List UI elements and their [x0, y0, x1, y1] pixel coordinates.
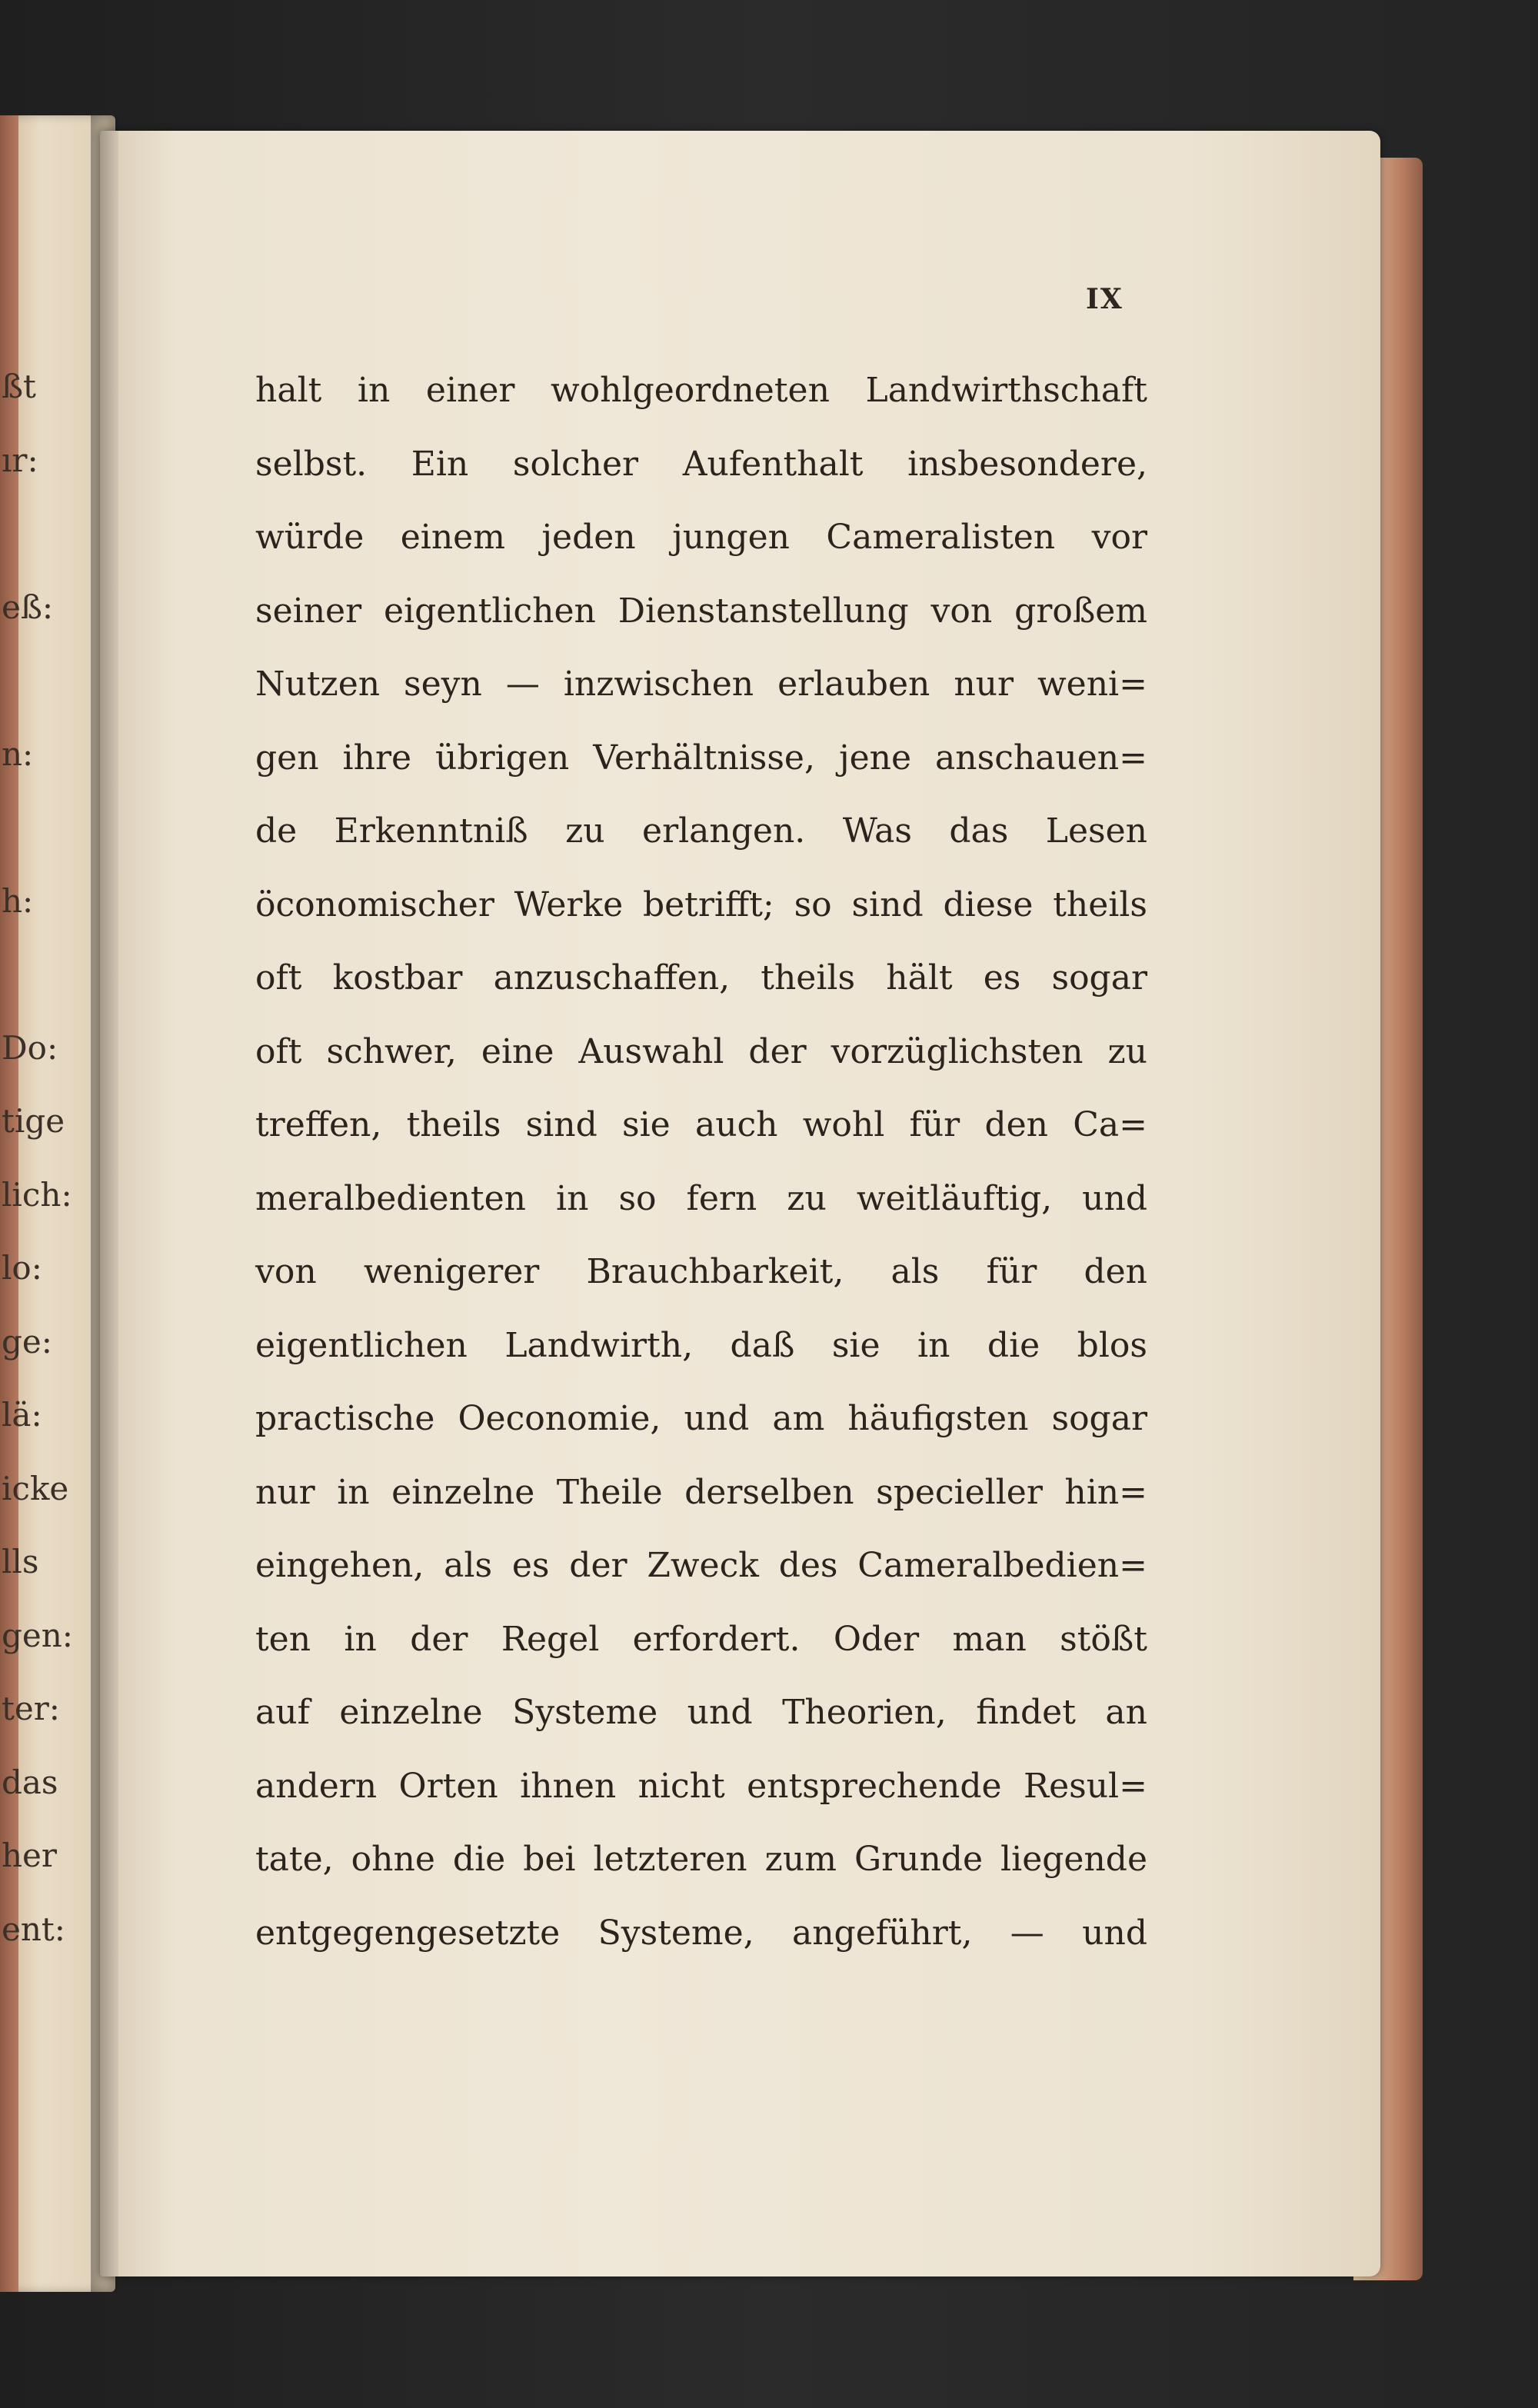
left-fragment [2, 497, 86, 571]
text-line: eigentlichen Landwirth, daß sie in die blos [255, 1325, 1147, 1365]
left-fragment [2, 644, 86, 718]
left-fragment: ent: [2, 1910, 65, 1948]
text-line: andern Orten ihnen nicht entsprechende Resul= [255, 1766, 1147, 1806]
left-fragment: lo: [2, 1249, 42, 1287]
left-fragment: n: [2, 734, 34, 773]
text-line: practische Oeconomie, und am häufigsten sogar [255, 1399, 1147, 1438]
page-body-text [255, 354, 1147, 1970]
left-fragment: ır: [2, 441, 38, 479]
left-fragment: h: [2, 881, 34, 920]
left-fragment: eß: [2, 588, 54, 626]
text-line: öconomischer Werke betrifft; so sind diese theils [255, 884, 1147, 924]
text-line: eingehen, als es der Zweck des Cameralbedien= [255, 1546, 1147, 1585]
left-fragment: ter: [2, 1690, 60, 1727]
left-fragment: lä: [2, 1396, 42, 1434]
left-fragment [2, 791, 86, 864]
text-line: tate, ohne die bei letzteren zum Grunde liegende [255, 1840, 1147, 1879]
left-fragment: das [2, 1763, 58, 1801]
text-line: nur in einzelne Theile derselben specieller hin= [255, 1472, 1147, 1512]
text-line: halt in einer wohlgeordneten Landwirthschaft [255, 371, 1147, 410]
left-fragment: ßt [2, 368, 36, 405]
left-fragment: icke [2, 1469, 69, 1507]
text-line: de Erkenntniß zu erlangen. Was das Lesen [255, 811, 1147, 851]
page-number: IX [1086, 283, 1124, 315]
text-line: Nutzen seyn — inzwischen erlauben nur weni= [255, 664, 1147, 704]
text-line: oft kostbar anzuschaffen, theils hält es sogar [255, 958, 1147, 998]
book-gutter-shadow [91, 115, 118, 2292]
text-line: treffen, theils sind sie auch wohl für den Ca= [255, 1105, 1147, 1144]
left-fragment: Do: [2, 1028, 58, 1067]
left-fragment: lich: [2, 1175, 72, 1214]
text-line: ten in der Regel erfordert. Oder man stößt [255, 1619, 1147, 1659]
left-fragment: gen: [2, 1616, 73, 1654]
left-fragment: her [2, 1837, 57, 1874]
left-fragment: ge: [2, 1322, 52, 1361]
left-fragment: tige [2, 1102, 65, 1140]
text-line: gen ihre übrigen Verhältnisse, jene anschauen= [255, 738, 1147, 778]
text-line: von wenigerer Brauchbarkeit, als für den [255, 1252, 1147, 1291]
text-line: entgegengesetzte Systeme, angeführt, — und [255, 1913, 1147, 1953]
text-line: meralbedienten in so fern zu weitläuftig, und [255, 1178, 1147, 1218]
left-fragment [2, 938, 86, 1011]
text-line: oft schwer, eine Auswahl der vorzüglichsten zu [255, 1031, 1147, 1071]
text-line: auf einzelne Systeme und Theorien, findet an [255, 1693, 1147, 1732]
left-fragment: lls [2, 1543, 39, 1580]
text-line: würde einem jeden jungen Cameralisten vor [255, 518, 1147, 557]
text-line: selbst. Ein solcher Aufenthalt insbesondere, [255, 444, 1147, 484]
text-line: seiner eigentlichen Dienstanstellung von großem [255, 591, 1147, 631]
left-page-text-fragments [2, 350, 86, 1966]
